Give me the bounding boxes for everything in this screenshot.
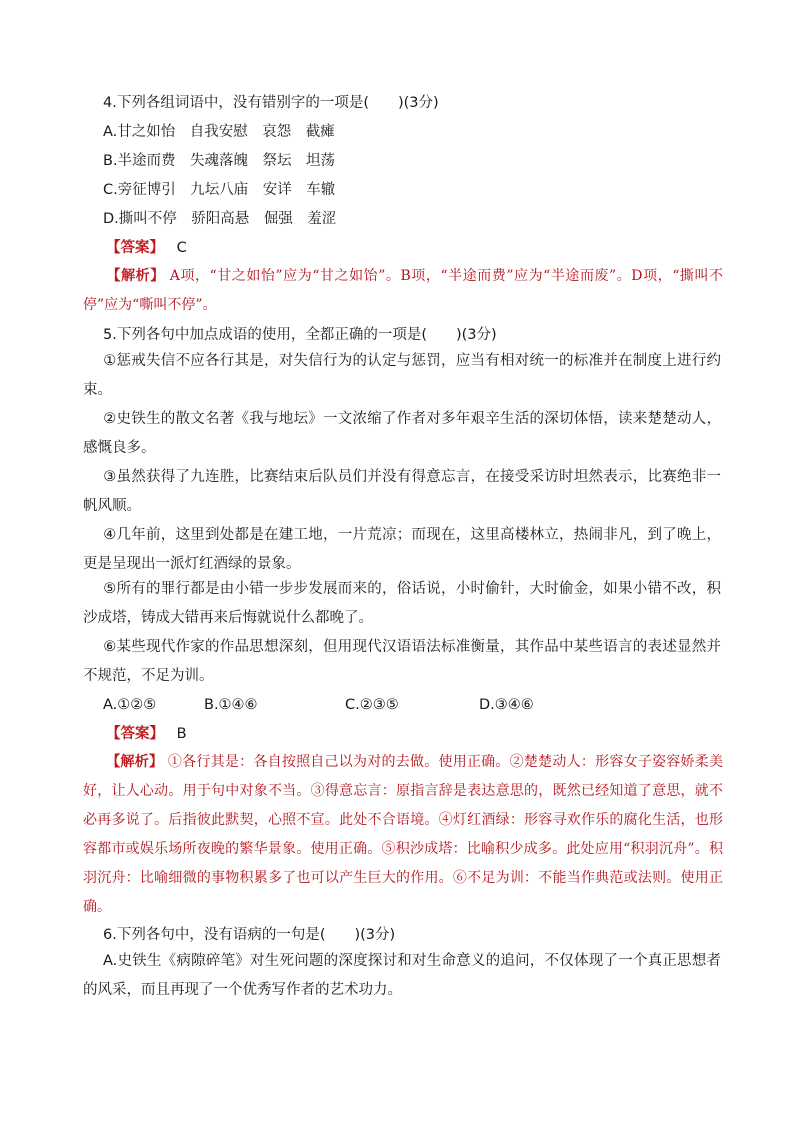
- q5-analysis-text: ①各行其是：各自按照自己以为对的去做。使用正确。②楚楚动人：形容女子姿容娇柔美好，让人心动。用于句中对象不当。③得意忘言：原指言辞是表达意思的，既然已经知道了意思，就不必再多说了。后指彼此默契，心照不宣。此处不合语境。④灯红酒绿：形容寻欢作乐的腐化生活，也形容都市或娱乐场所夜晚的繁华景象。使用正确。⑤积沙成塔：比喻积少成多。此处应用“积羽沉舟”。积羽沉舟：比喻细微的事物积累多了也可以产生巨大的作用。⑥不足为训：不能当作典范或法则。使用正确。: [83, 754, 724, 915]
- q4-stem: 4.下列各组词语中，没有错别字的一项是( )(3分): [103, 95, 439, 111]
- q4-option-d: D.撕叫不停 骄阳高悬 倔强 羞涩: [103, 211, 337, 227]
- q5-sentence-2: [83, 405, 721, 463]
- q4-analysis-label: 【解析】: [106, 268, 165, 284]
- q5-answer-label: 【答案】: [106, 726, 164, 742]
- q5-sentence-6: [83, 633, 721, 691]
- q6-stem: 6.下列各句中，没有语病的一句是( )(3分): [103, 927, 396, 943]
- q4-answer-line: [106, 238, 726, 258]
- q5-sentence-3: [83, 463, 721, 521]
- q5-analysis: [83, 748, 723, 922]
- q4-option-c: C.旁征博引 九坛八庙 安详 车辙: [103, 182, 336, 198]
- q4-option-a: A.甘之如怡 自我安慰 哀怨 截瘫: [103, 124, 335, 140]
- q5-stem: 5.下列各句中加点成语的使用，全都正确的一项是( )(3分): [103, 327, 497, 343]
- q5-option-a: A.①②⑤: [103, 697, 157, 713]
- q5-analysis-label: 【解析】: [106, 754, 164, 770]
- q4-analysis: [83, 262, 723, 320]
- q5-answer-value: B: [176, 726, 187, 742]
- q5-sentence-3-text: ③虽然获得了九连胜，比赛结束后队员们并没有得意忘言，在接受采访时坦然表示，比赛绝非一帆风顺。: [83, 469, 721, 514]
- q5-sentence-1: [83, 347, 721, 405]
- q5-sentence-5: [83, 575, 721, 633]
- q5-sentence-4-text: ④几年前，这里到处都是在建工地，一片荒凉；而现在，这里高楼林立，热闹非凡，到了晚上，更是呈现出一派灯红酒绿的景象。: [83, 527, 721, 572]
- q5-sentence-5-text: ⑤所有的罪行都是由小错一步步发展而来的，俗话说，小时偷针，大时偷金，如果小错不改，积沙成塔，铸成大错再来后悔就说什么都晚了。: [83, 581, 721, 626]
- q5-sentence-4: [83, 521, 721, 579]
- q5-answer-line: [106, 724, 726, 744]
- q4-option-b: B.半途而费 失魂落魄 祭坛 坦荡: [103, 153, 336, 169]
- q5-option-c: C.②③⑤: [345, 697, 399, 713]
- q5-sentence-2-text: ②史铁生的散文名著《我与地坛》一文浓缩了作者对多年艰辛生活的深切体悟，读来楚楚动人，感慨良多。: [83, 411, 721, 456]
- q4-answer-label: 【答案】: [106, 240, 164, 256]
- q5-sentence-6-text: ⑥某些现代作家的作品思想深刻，但用现代汉语语法标准衡量，其作品中某些语言的表述显然并不规范，不足为训。: [83, 639, 721, 684]
- q6-option-a: A.史铁生《病隙碎笔》对生死问题的深度探讨和对生命意义的追问，不仅体现了一个真正思想者的风采，而且再现了一个优秀写作者的艺术功力。: [83, 953, 721, 998]
- q4-analysis-text: A项，“甘之如怡”应为“甘之如饴”。B项，“半途而费”应为“半途而废”。D项，“撕叫不停”应为“嘶叫不停”。: [83, 268, 724, 313]
- q4-answer-value: C: [176, 240, 187, 256]
- q5-option-b: B.①④⑥: [204, 697, 258, 713]
- q5-sentence-1-text: ①惩戒失信不应各行其是，对失信行为的认定与惩罚，应当有相对统一的标准并在制度上进行约束。: [83, 353, 721, 398]
- q5-option-d: D.③④⑥: [479, 697, 534, 713]
